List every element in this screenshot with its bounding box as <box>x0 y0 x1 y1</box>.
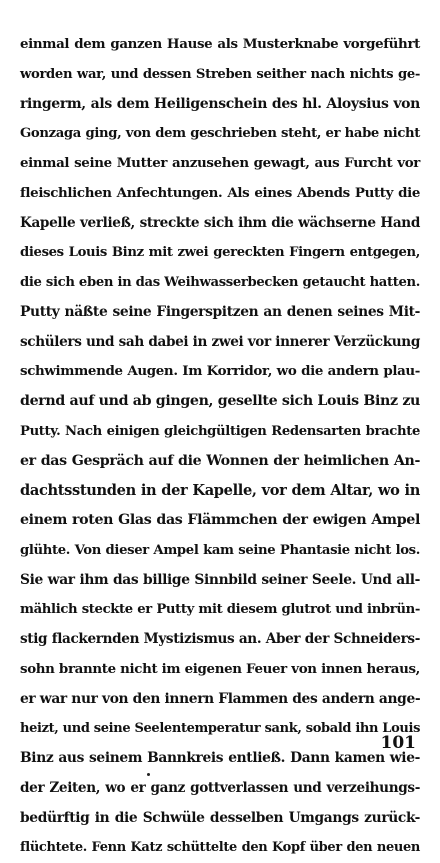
text-line: dernd auf und ab gingen, gesellte sich Louis Binz zu <box>20 393 420 409</box>
text-line: Sie war ihm das billige Sinnbild seiner Seele. Und all- <box>20 571 420 588</box>
text-line: flüchtete. Fenn Katz schüttelte den Kopf über den neuen <box>20 840 420 856</box>
text-line: glühte. Von dieser Ampel kam seine Phantasie nicht los. <box>20 542 420 558</box>
text-line: die sich eben in das Weihwasserbecken getaucht hatten. <box>20 275 420 290</box>
text-line: einmal seine Mutter anzusehen gewagt, aus Furcht vor <box>20 155 420 171</box>
text-line: Kapelle verließ, streckte sich ihm die wächserne Hand <box>20 214 420 231</box>
text-line: Putty. Nach einigen gleichgültigen Redensarten brachte <box>20 423 420 439</box>
text-line: schwimmende Augen. Im Korridor, wo die andern plau- <box>20 363 420 380</box>
text-line: Binz aus seinem Bannkreis entließ. Dann kamen wie- <box>20 750 420 766</box>
body-text <box>20 30 420 863</box>
text-line: dachtsstunden in der Kapelle, vor dem Altar, wo in <box>20 482 420 500</box>
text-line: stig flackernden Mystizismus an. Aber der Schneiders- <box>20 631 420 647</box>
text-line: er war nur von den innern Flammen des andern ange- <box>20 690 421 707</box>
text-line: mählich steckte er Putty mit diesem glutrot und inbrün- <box>20 602 420 618</box>
text-line: fleischlichen Anfechtungen. Als eines Abends Putty die <box>20 184 420 201</box>
text-line: sohn brannte nicht im eigenen Feuer von innen heraus, <box>20 660 420 677</box>
text-line: Putty näßte seine Fingerspitzen an denen seines Mit- <box>20 303 420 320</box>
text-line: ringerm, als dem Heiligenschein des hl. Aloysius von <box>20 95 420 112</box>
text-line: der Zeiten, wo er ganz gottverlassen und verzeihungs- <box>20 779 420 796</box>
print-speck <box>147 773 150 776</box>
text-line: heizt, und seine Seelentemperatur sank, sobald ihn Louis <box>20 721 421 737</box>
text-line: dieses Louis Binz mit zwei gereckten Fingern entgegen, <box>20 245 420 261</box>
text-line: er das Gespräch auf die Wonnen der heimlichen An- <box>20 452 420 469</box>
text-line: einmal dem ganzen Hause als Musterknabe vorgeführt <box>20 36 420 52</box>
text-line: schülers und sah dabei in zwei vor innerer Verzückung <box>20 333 420 350</box>
text-line: einem roten Glas das Flämmchen der ewigen Ampel <box>20 512 420 528</box>
page-number: 101 <box>380 733 416 753</box>
text-line: worden war, und dessen Streben seither nach nichts ge- <box>20 66 420 82</box>
text-line: Gonzaga ging, von dem geschrieben steht, er habe nicht <box>20 126 420 142</box>
text-line: bedürftig in die Schwüle desselben Umgangs zurück- <box>20 809 420 826</box>
